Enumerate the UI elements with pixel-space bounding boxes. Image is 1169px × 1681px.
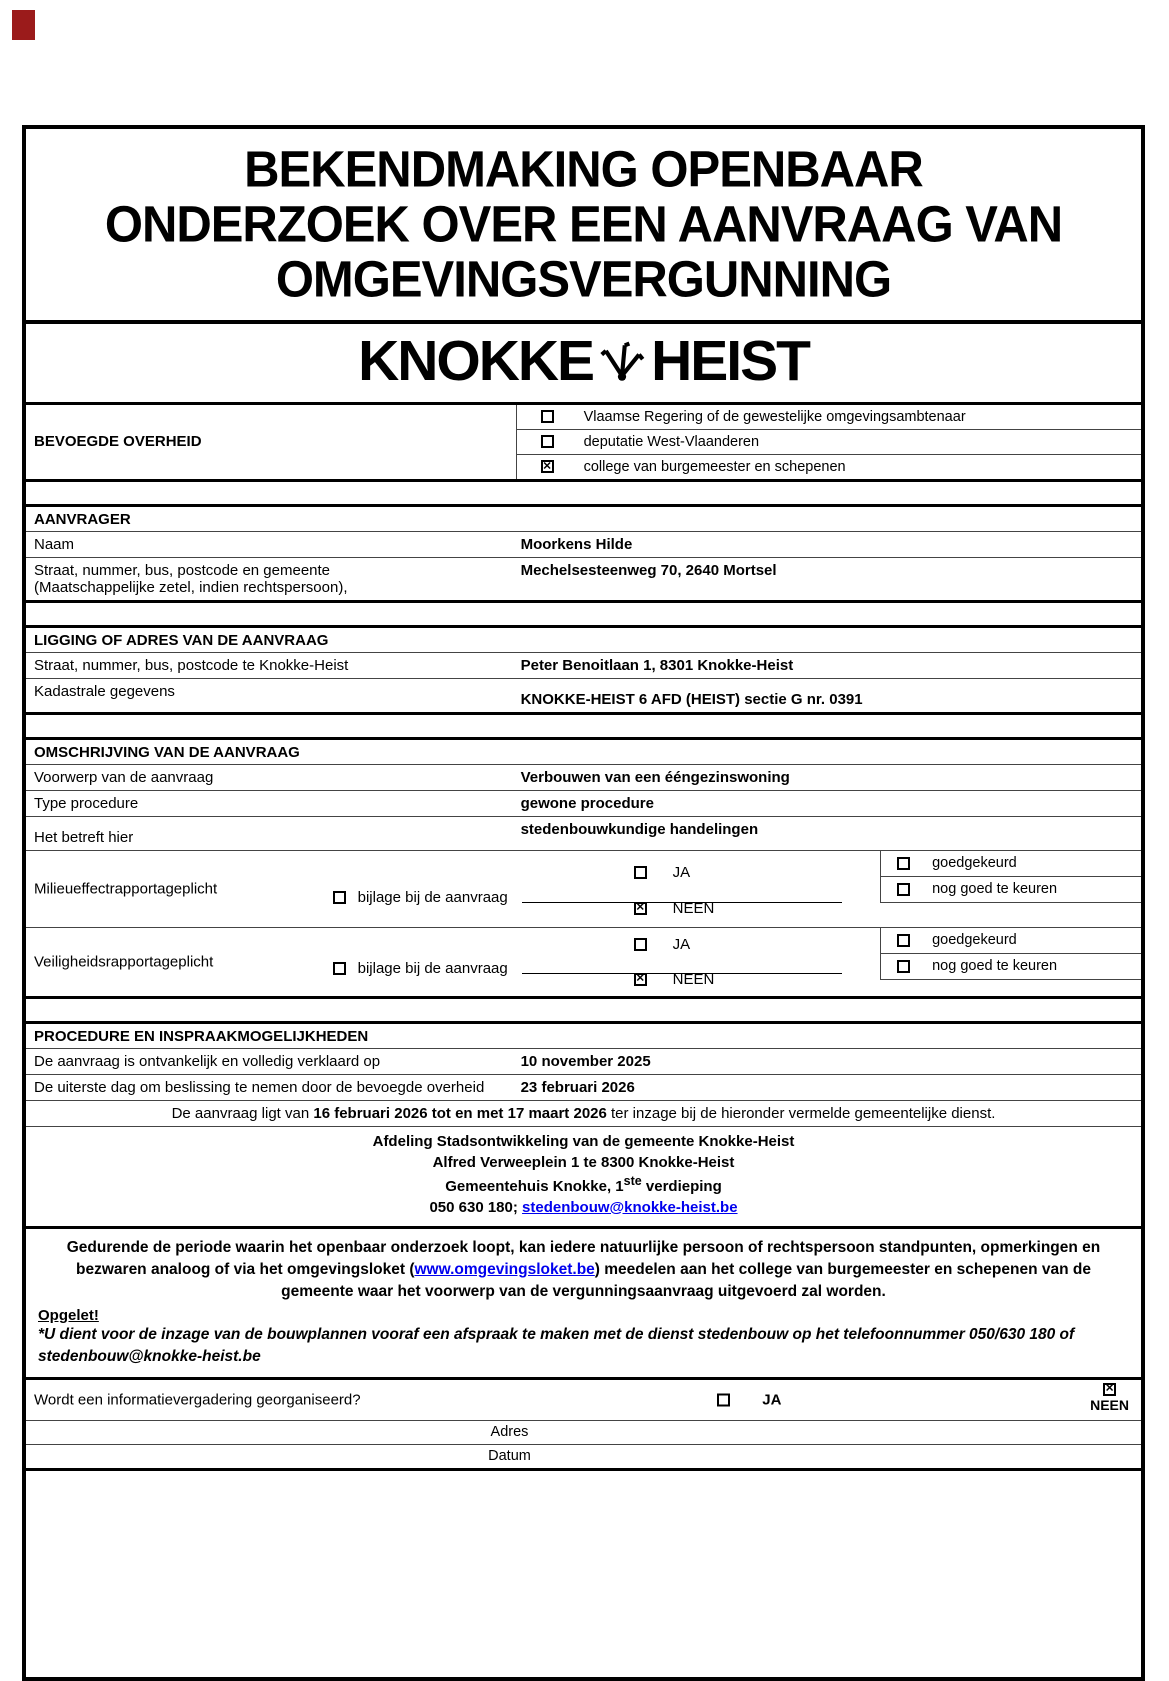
checkbox-checked-icon	[634, 973, 647, 986]
bezwaar-paragraaf	[38, 1237, 1129, 1303]
bijlage-label: bijlage bij de aanvraag	[357, 888, 508, 906]
ligging-header: LIGGING OF ADRES VAN DE AANVRAAG	[34, 631, 329, 649]
inzage-periode-text	[26, 1100, 1141, 1126]
bezwaar-info-box	[26, 1226, 1141, 1377]
procedure-header: PROCEDURE EN INSPRAAKMOGELIJKHEDEN	[34, 1027, 369, 1045]
uiterste-dag-row	[26, 1074, 1141, 1100]
checkbox-icon	[897, 883, 910, 896]
title-line: OMGEVINGSVERGUNNING	[275, 251, 892, 308]
naam-row	[26, 531, 1141, 557]
adres-row	[26, 1420, 1141, 1444]
datum-label: Datum	[488, 1448, 531, 1465]
omschrijving-header: OMSCHRIJVING VAN DE AANVRAAG	[34, 743, 300, 761]
voorwerp-value: Verbouwen van een ééngezinswoning	[520, 768, 790, 786]
voorwerp-row	[26, 764, 1141, 790]
section-spacer	[26, 479, 1141, 507]
type-procedure-row	[26, 790, 1141, 816]
section-spacer	[26, 712, 1141, 740]
vergadering-neen	[1090, 1383, 1129, 1413]
dienst-contact	[26, 1197, 1141, 1218]
neen-label: NEEN	[672, 899, 715, 917]
checkbox-icon	[717, 1393, 730, 1406]
ja-label: JA	[672, 863, 691, 881]
type-procedure-value: gewone procedure	[520, 794, 654, 812]
goedgekeurd-cell	[881, 928, 1141, 954]
veiligheid-bijlage	[333, 960, 508, 977]
red-corner-mark	[12, 10, 35, 40]
section-spacer	[26, 996, 1141, 1024]
uiterste-dag-label: De uiterste dag om beslissing te nemen door de bevoegde overheid	[34, 1078, 485, 1096]
option-row	[517, 430, 1141, 455]
ja-label: JA	[762, 1391, 782, 1409]
bevoegde-overheid-options	[517, 405, 1141, 479]
veiligheid-label: Veiligheidsrapportageplicht	[34, 953, 214, 971]
ja-label: JA	[672, 935, 691, 953]
inzage-dates: 16 februari 2026 tot en met 17 maart 2026	[313, 1104, 607, 1122]
goedgekeurd-label: goedgekeurd	[932, 855, 1017, 872]
checkbox-icon	[897, 934, 910, 947]
neen-label: NEEN	[672, 970, 715, 988]
checkbox-icon	[333, 962, 346, 975]
nog-goed-te-keuren-label: nog goed te keuren	[932, 958, 1058, 975]
bevoegde-overheid-label: BEVOEGDE OVERHEID	[26, 405, 517, 479]
omgevingsloket-link[interactable]: www.omgevingsloket.be	[414, 1260, 595, 1278]
ligging-straat-label: Straat, nummer, bus, postcode te Knokke-Heist	[34, 656, 349, 674]
milieueffect-label: Milieueffectrapportageplicht	[34, 880, 218, 898]
vergadering-ja	[717, 1391, 781, 1408]
ligging-straat-value: Peter Benoitlaan 1, 8301 Knokke-Heist	[520, 656, 794, 674]
ontvankelijk-value: 10 november 2025	[520, 1052, 651, 1070]
goedgekeurd-label: goedgekeurd	[932, 932, 1017, 949]
bevoegde-overheid-section	[26, 405, 1141, 479]
option-row	[517, 405, 1141, 430]
bezwaar-post: ) meedelen aan het college van burgemeester en schepenen van de gemeente waar het voorwerp van de vergunningsaanvraag uitgevoerd zal worden.	[281, 1260, 1091, 1300]
aanvrager-adres-value: Mechelsesteenweg 70, 2640 Mortsel	[520, 561, 777, 579]
checkbox-checked-icon	[541, 460, 554, 473]
title-line: BEKENDMAKING OPENBAAR	[244, 141, 923, 199]
knokke-heist-logo	[26, 324, 1141, 405]
datum-row	[26, 1444, 1141, 1468]
stedenbouw-email-link[interactable]: stedenbouw@knokke-heist.be	[522, 1198, 738, 1216]
checkbox-icon	[634, 866, 647, 879]
section-spacer	[26, 600, 1141, 628]
dienst-locatie	[26, 1173, 1141, 1197]
ontvankelijk-row	[26, 1048, 1141, 1074]
veiligheid-block	[26, 927, 1141, 996]
checkbox-checked-icon	[1103, 1383, 1116, 1396]
empty-signature-area	[26, 1468, 1141, 1677]
checkbox-icon	[333, 891, 346, 904]
aanvrager-header: AANVRAGER	[34, 510, 131, 528]
milieu-status-column	[880, 851, 1141, 903]
dienst-telefoon: 050 630 180;	[429, 1198, 523, 1216]
veiligheid-status-column	[880, 928, 1141, 980]
checkbox-checked-icon	[634, 902, 647, 915]
logo-text-left: KNOKKE	[358, 328, 594, 393]
ligging-straat-row	[26, 652, 1141, 678]
milieu-bijlage	[333, 889, 508, 906]
voorwerp-label: Voorwerp van de aanvraag	[34, 768, 214, 786]
dienst-naam: Afdeling Stadsontwikkeling van de gemeente Knokke-Heist	[372, 1132, 795, 1150]
document-title	[26, 129, 1141, 324]
milieu-ja	[634, 864, 691, 881]
title-line: ONDERZOEK OVER EEN AANVRAAG VAN	[104, 196, 1063, 253]
aanvrager-adres-row	[26, 557, 1141, 600]
betreft-row	[26, 816, 1141, 850]
bijlage-label: bijlage bij de aanvraag	[357, 959, 508, 977]
kadaster-value: KNOKKE-HEIST 6 AFD (HEIST) sectie G nr. 0391	[520, 690, 863, 708]
label-line: Straat, nummer, bus, postcode en gemeente	[34, 561, 331, 579]
nog-goed-te-keuren-cell	[881, 954, 1141, 980]
dienst-locatie-post: verdieping	[641, 1177, 722, 1195]
opgelet-label: Opgelet!	[38, 1306, 99, 1324]
nog-goed-te-keuren-label: nog goed te keuren	[932, 881, 1058, 898]
adres-label: Adres	[490, 1424, 529, 1441]
option-label: college van burgemeester en schepenen	[583, 458, 846, 475]
ontvankelijk-label: De aanvraag is ontvankelijk en volledig verklaard op	[34, 1052, 381, 1070]
dienst-locatie-pre: Gemeentehuis Knokke, 1	[445, 1177, 624, 1195]
informatievergadering-vraag: Wordt een informatievergadering georganiseerd?	[34, 1391, 361, 1409]
seagull-footprint-icon	[599, 338, 645, 384]
option-label: deputatie West-Vlaanderen	[583, 433, 760, 450]
dienst-adres: Alfred Verweeplein 1 te 8300 Knokke-Heist	[432, 1153, 735, 1171]
goedgekeurd-cell	[881, 851, 1141, 877]
veiligheid-neen	[634, 971, 715, 988]
announcement-document	[22, 125, 1145, 1681]
betreft-value: stedenbouwkundige handelingen	[520, 820, 759, 838]
naam-value: Moorkens Hilde	[520, 535, 633, 553]
checkbox-icon	[634, 938, 647, 951]
checkbox-icon	[897, 857, 910, 870]
aanvrager-adres-label	[26, 558, 517, 600]
afspraak-note: *U dient voor de inzage van de bouwplannen vooraf een afspraak te maken met de dienst stedenbouw op het telefoonnummer 050/630 180 of stedenbouw@knokke-heist.be	[38, 1325, 1075, 1366]
bezwaar-pre: Gedurende de periode waarin het openbaar onderzoek loopt, kan iedere natuurlijke persoon of rechtspersoon standpunten, opmerkingen en bezwaren analoog of via het omgevingsloket (	[66, 1238, 1101, 1278]
kadaster-row	[26, 678, 1141, 712]
milieu-neen	[634, 900, 715, 917]
inzage-pre: De aanvraag ligt van	[171, 1104, 314, 1122]
checkbox-icon	[897, 960, 910, 973]
label-line: (Maatschappelijke zetel, indien rechtspersoon),	[34, 578, 348, 596]
naam-label: Naam	[34, 535, 75, 553]
logo-text-right: HEIST	[651, 328, 809, 393]
checkbox-icon	[541, 435, 554, 448]
type-procedure-label: Type procedure	[34, 794, 139, 812]
option-label: Vlaamse Regering of de gewestelijke omgevingsambtenaar	[583, 408, 966, 425]
kadaster-label: Kadastrale gegevens	[34, 682, 175, 700]
inzage-post: ter inzage bij de hieronder vermelde gemeentelijke dienst.	[606, 1104, 996, 1122]
dienst-locatie-sup: ste	[623, 1173, 642, 1188]
neen-label: NEEN	[1090, 1396, 1129, 1413]
gemeentelijke-dienst-block	[26, 1126, 1141, 1226]
nog-goed-te-keuren-cell	[881, 877, 1141, 903]
checkbox-icon	[541, 410, 554, 423]
veiligheid-ja	[634, 936, 691, 953]
informatievergadering-row	[26, 1377, 1141, 1420]
milieueffect-block	[26, 850, 1141, 927]
option-row	[517, 455, 1141, 479]
betreft-label: Het betreft hier	[34, 828, 134, 846]
uiterste-dag-value: 23 februari 2026	[520, 1078, 635, 1096]
